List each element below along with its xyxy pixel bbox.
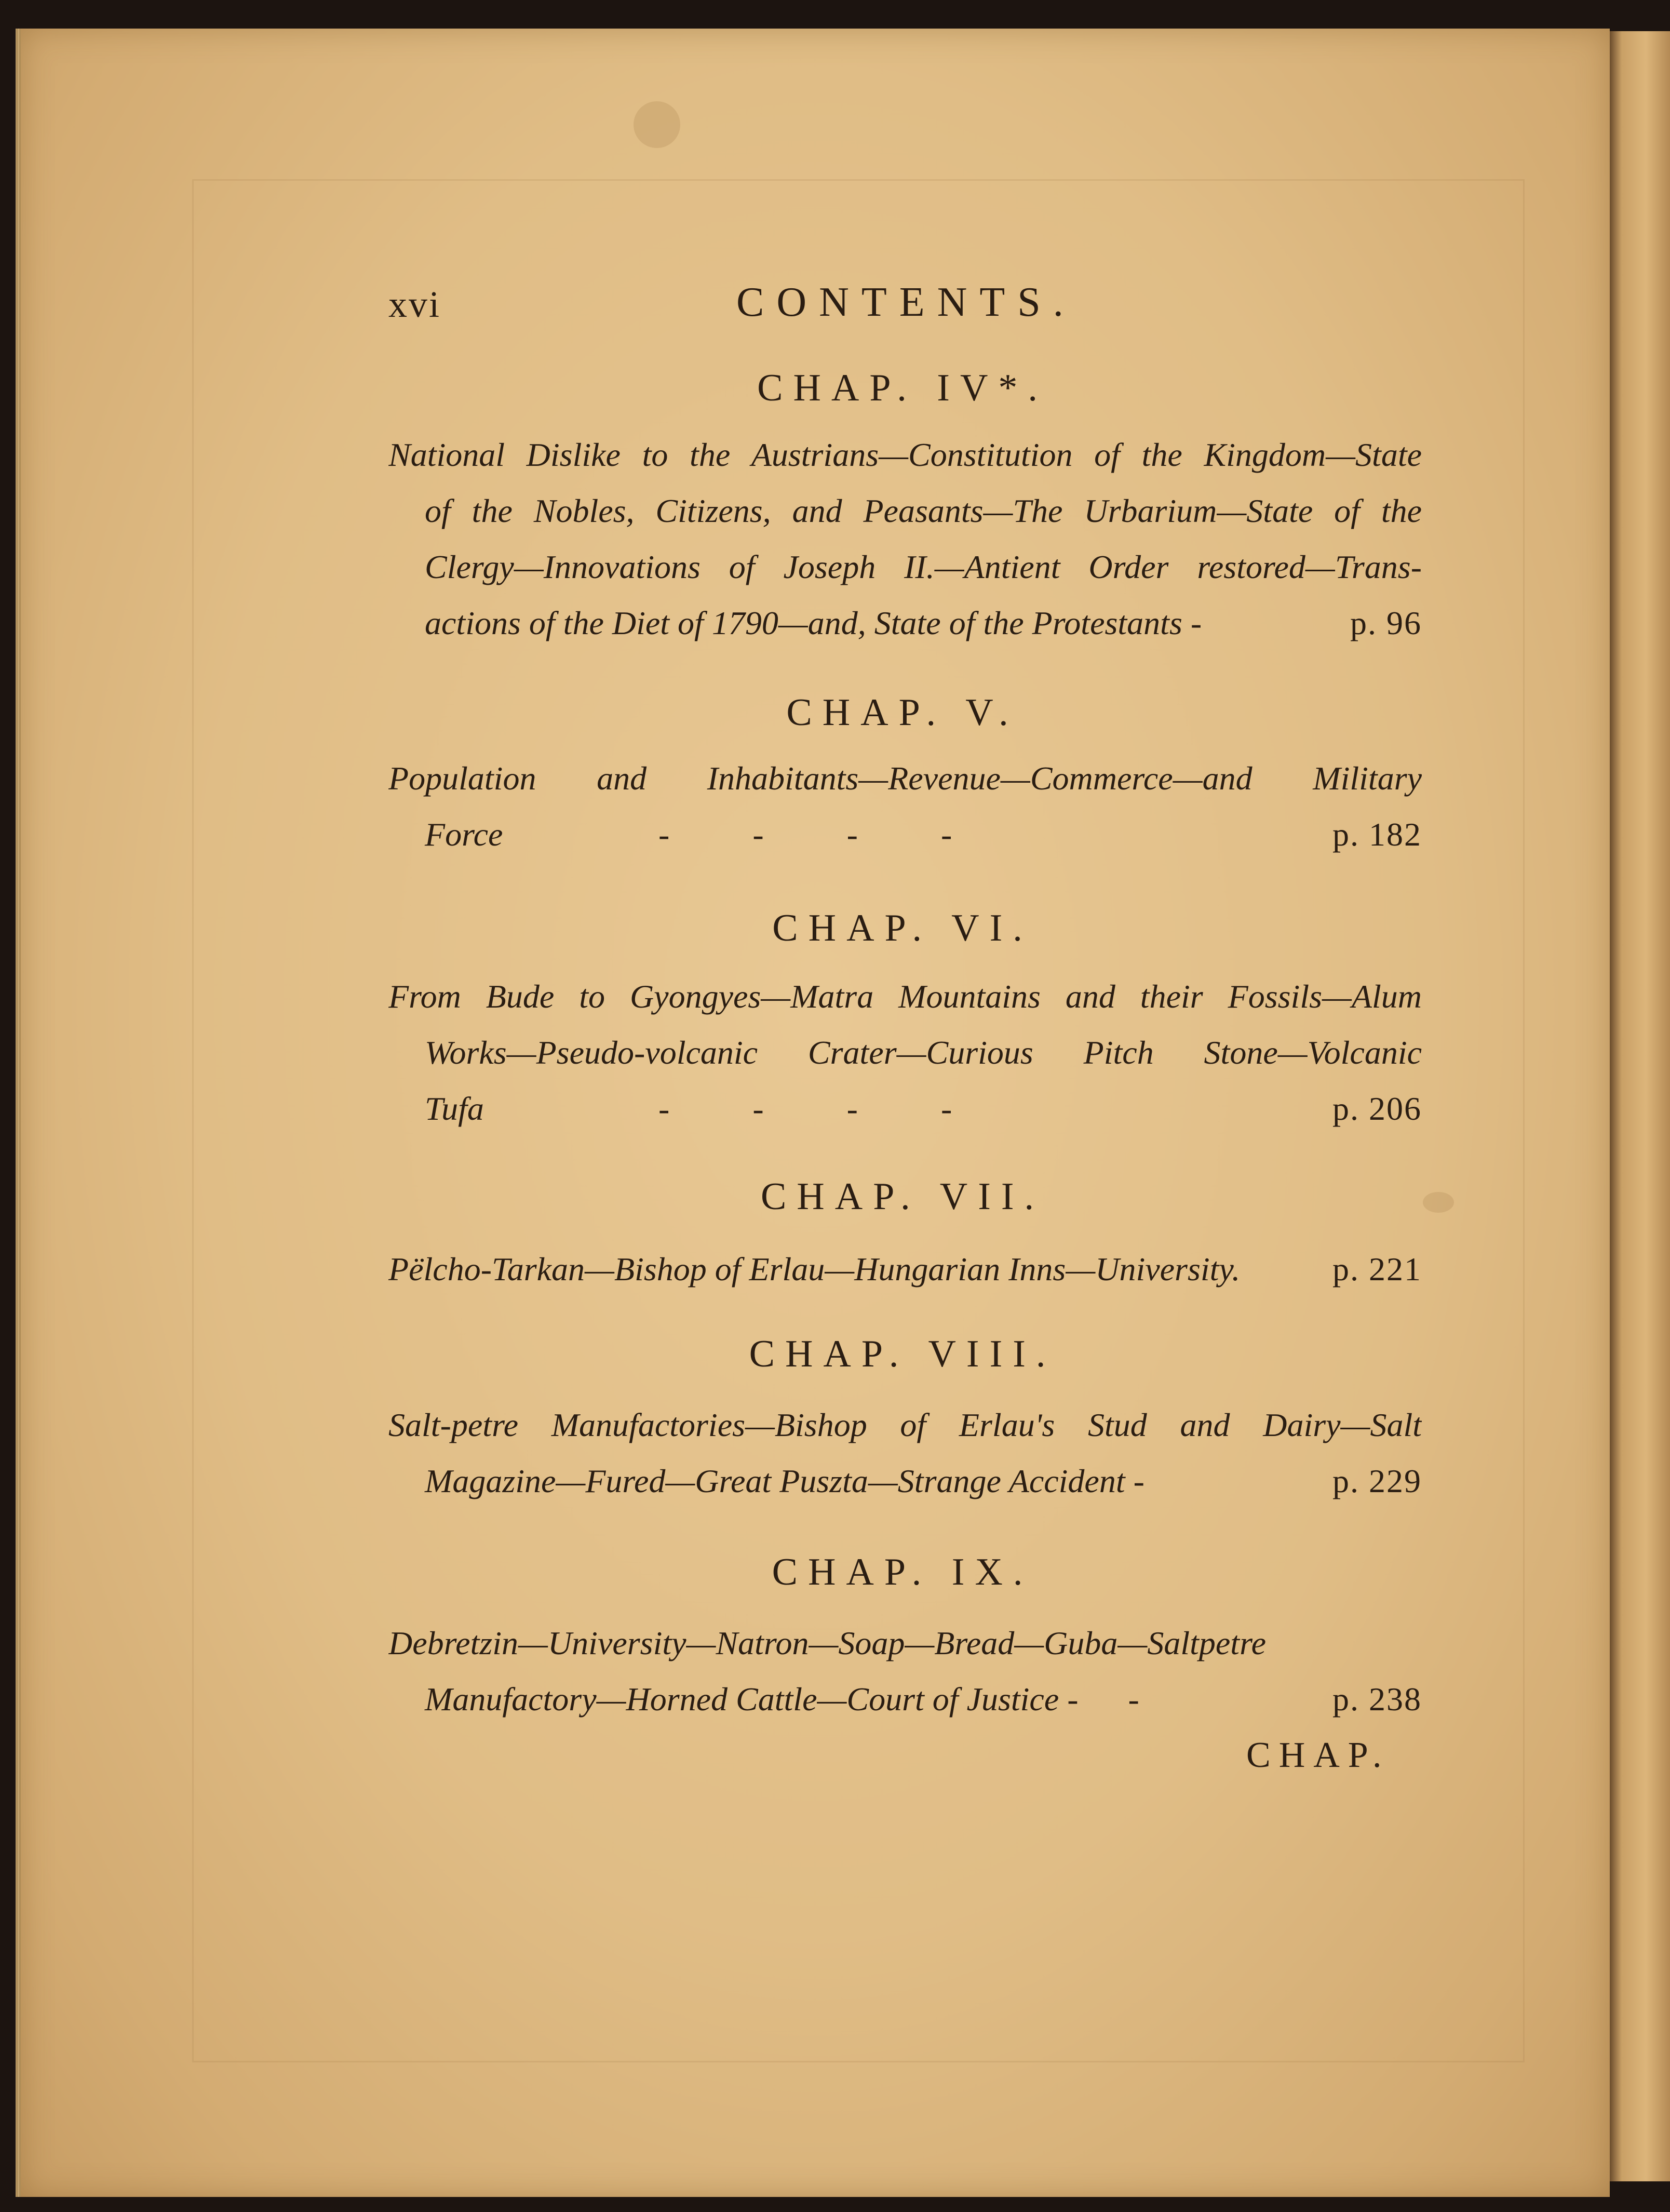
summary-line: Manufactory—Horned Cattle—Court of Justice - - (425, 1681, 1139, 1718)
page-reference: p. 229 (1332, 1463, 1422, 1499)
summary-line: Clergy—Innovations of Joseph II.—Antient Order restored—Trans- (425, 548, 1422, 585)
summary-line: of the Nobles, Citizens, and Peasants—The Urbarium—State of the (425, 492, 1422, 529)
summary-line: Works—Pseudo-volcanic Crater—Curious Pitch Stone—Volcanic (425, 1034, 1422, 1071)
summary-line: Debretzin—University—Natron—Soap—Bread—Guba—Saltpetre (388, 1625, 1266, 1661)
running-head (388, 279, 1427, 340)
page-reference: p. 238 (1332, 1681, 1422, 1718)
page-reference: p. 206 (1332, 1090, 1422, 1127)
summary-line: Magazine—Fured—Great Puszta—Strange Accident - (425, 1463, 1144, 1499)
summary-line: Salt-petre Manufactories—Bishop of Erlau's Stud and Dairy—Salt (388, 1406, 1422, 1443)
summary-line: actions of the Diet of 1790—and, State of the Protestants - (425, 605, 1202, 641)
summary-line-last (388, 1081, 1422, 1137)
summary-line: Force (425, 816, 503, 853)
foxing-spot (634, 101, 680, 148)
chapter-heading: CHAP. V. (786, 691, 1019, 734)
summary-line-last (388, 1241, 1422, 1297)
summary-line: National Dislike to the Austrians—Constitution of the Kingdom—State (388, 436, 1422, 473)
chapter-summary (388, 427, 1422, 651)
chapter-summary (388, 1615, 1422, 1727)
page-number: xvi (388, 284, 441, 325)
page-reference: p. 96 (1350, 605, 1422, 641)
summary-line-last (388, 807, 1422, 863)
chapter-heading: CHAP. VIII. (749, 1333, 1056, 1375)
chapter-heading: CHAP. IV*. (757, 367, 1048, 409)
summary-line-last (388, 1671, 1422, 1727)
summary-line-last (388, 595, 1422, 651)
page-title: CONTENTS. (736, 279, 1076, 325)
chapter-heading: CHAP. IX. (772, 1551, 1033, 1593)
summary-line: Pëlcho-Tarkan—Bishop of Erlau—Hungarian Inns—University. (388, 1251, 1241, 1288)
chapter-heading: CHAP. VII. (760, 1175, 1045, 1218)
chapter-summary (388, 969, 1422, 1137)
chapter-heading: CHAP. VI. (772, 907, 1033, 949)
chapter-summary (388, 1241, 1422, 1297)
summary-line: Population and Inhabitants—Revenue—Commerce—and Military (388, 760, 1422, 797)
facing-page-edge (1610, 31, 1670, 2181)
summary-line: Tufa (425, 1090, 484, 1127)
dot-leader: - - - - (658, 816, 952, 853)
page-reference: p. 182 (1332, 816, 1422, 853)
catchword: CHAP. (1246, 1735, 1390, 1775)
page-reference: p. 221 (1332, 1251, 1422, 1288)
dot-leader: - - - - (658, 1090, 952, 1127)
summary-line: From Bude to Gyongyes—Matra Mountains and their Fossils—Alum (388, 978, 1422, 1015)
chapter-summary (388, 750, 1422, 863)
summary-line-last (388, 1453, 1422, 1509)
chapter-summary (388, 1397, 1422, 1509)
